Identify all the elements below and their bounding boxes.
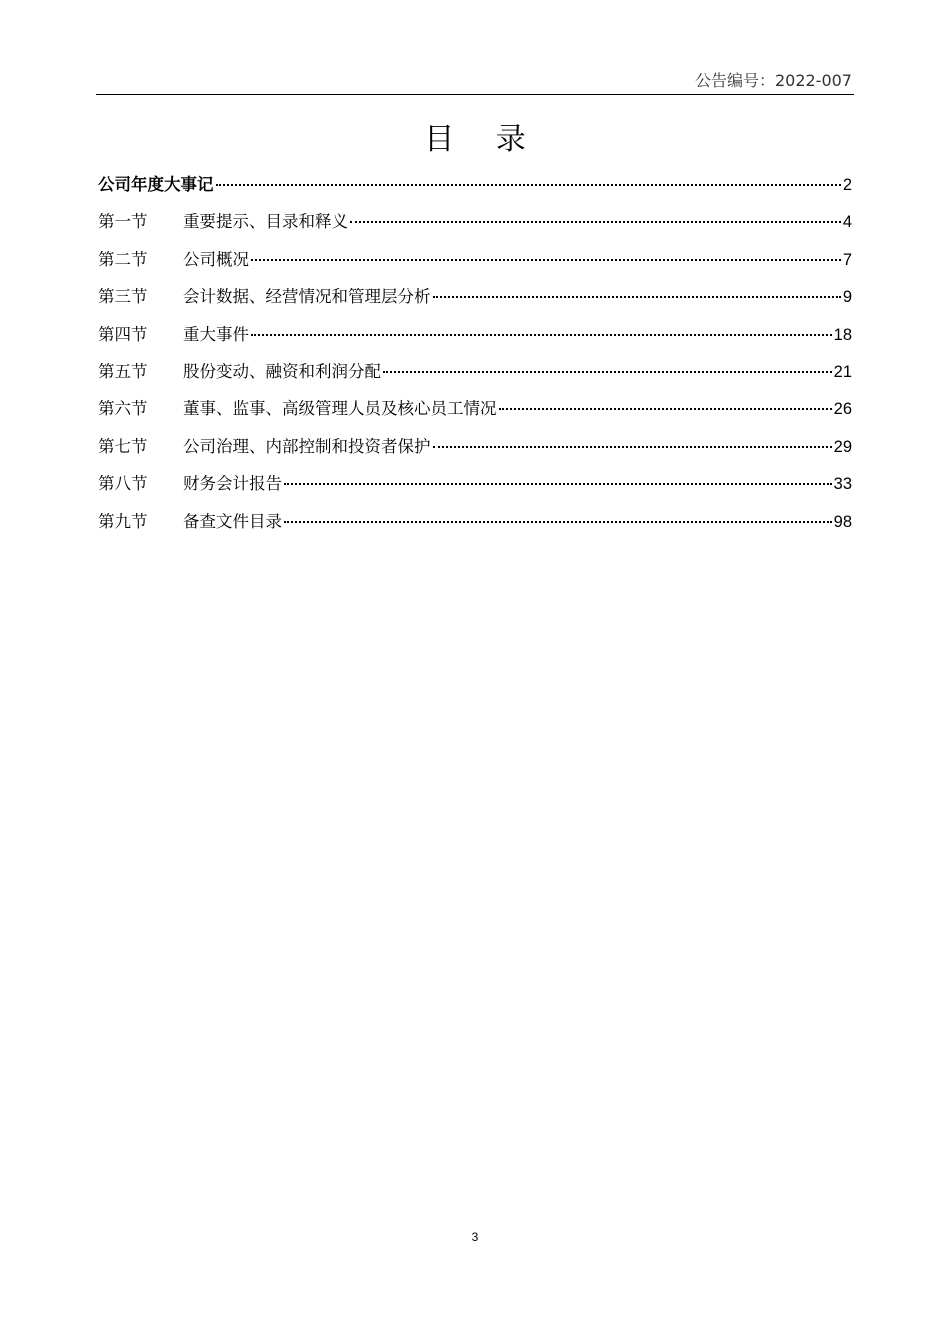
- toc-leader-dots: [251, 259, 841, 261]
- toc-leader-dots: [284, 483, 832, 485]
- toc-entry-page: 21: [833, 362, 852, 381]
- toc-entry-label: 备查文件目录: [183, 511, 282, 531]
- toc-section-number: 第四节: [98, 324, 148, 344]
- toc-row[interactable]: [98, 509, 852, 546]
- toc-entry-label: 公司治理、内部控制和投资者保护: [183, 436, 431, 456]
- toc-entry-page: 7: [842, 250, 852, 269]
- toc-row[interactable]: [98, 172, 852, 209]
- page-header: [96, 70, 854, 95]
- toc-row[interactable]: [98, 471, 852, 508]
- toc-entry-label: 重要提示、目录和释义: [183, 212, 348, 232]
- toc-entry-page: 2: [842, 176, 852, 194]
- toc-entry-page: 29: [833, 437, 852, 456]
- toc-section-number: 第三节: [98, 287, 148, 307]
- toc-entry-label: 董事、监事、高级管理人员及核心员工情况: [183, 399, 497, 419]
- page-title: 目 录: [424, 122, 542, 157]
- toc-row[interactable]: [98, 322, 852, 359]
- toc-leader-dots: [433, 296, 841, 298]
- toc-section-number: 第五节: [98, 361, 148, 381]
- toc-section-number: 第八节: [98, 474, 148, 494]
- toc-section-number: 第九节: [98, 511, 148, 531]
- toc-leader-dots: [284, 521, 832, 523]
- toc-leader-dots: [216, 184, 841, 186]
- toc-entry-page: 4: [842, 213, 852, 232]
- toc-row[interactable]: [98, 209, 852, 246]
- toc-row[interactable]: [98, 396, 852, 433]
- toc-entry-page: 26: [833, 400, 852, 419]
- toc-row[interactable]: [98, 247, 852, 284]
- toc-leader-dots: [350, 221, 841, 223]
- announcement-number: 公告编号：2022-007: [694, 71, 852, 90]
- toc-section-number: 第一节: [98, 212, 148, 232]
- toc-entry-page: 9: [842, 288, 852, 307]
- toc-entry-label: 重大事件: [183, 324, 249, 344]
- toc-leader-dots: [383, 371, 832, 373]
- table-of-contents: [98, 172, 852, 546]
- toc-entry-page: 33: [833, 475, 852, 494]
- toc-entry-label: 公司年度大事记: [98, 175, 214, 194]
- toc-leader-dots: [433, 446, 832, 448]
- toc-section-number: 第六节: [98, 399, 148, 419]
- toc-entry-label: 财务会计报告: [183, 474, 282, 494]
- toc-row[interactable]: [98, 434, 852, 471]
- toc-row[interactable]: [98, 284, 852, 321]
- page-number: 3: [471, 1230, 479, 1244]
- toc-section-number: 第七节: [98, 436, 148, 456]
- toc-entry-label: 会计数据、经营情况和管理层分析: [183, 287, 431, 307]
- toc-entry-page: 98: [833, 512, 852, 531]
- toc-leader-dots: [499, 408, 832, 410]
- toc-entry-page: 18: [833, 325, 852, 344]
- toc-section-number: 第二节: [98, 249, 148, 269]
- toc-entry-label: 公司概况: [183, 249, 249, 269]
- toc-row[interactable]: [98, 359, 852, 396]
- toc-leader-dots: [251, 334, 832, 336]
- toc-entry-label: 股份变动、融资和利润分配: [183, 361, 381, 381]
